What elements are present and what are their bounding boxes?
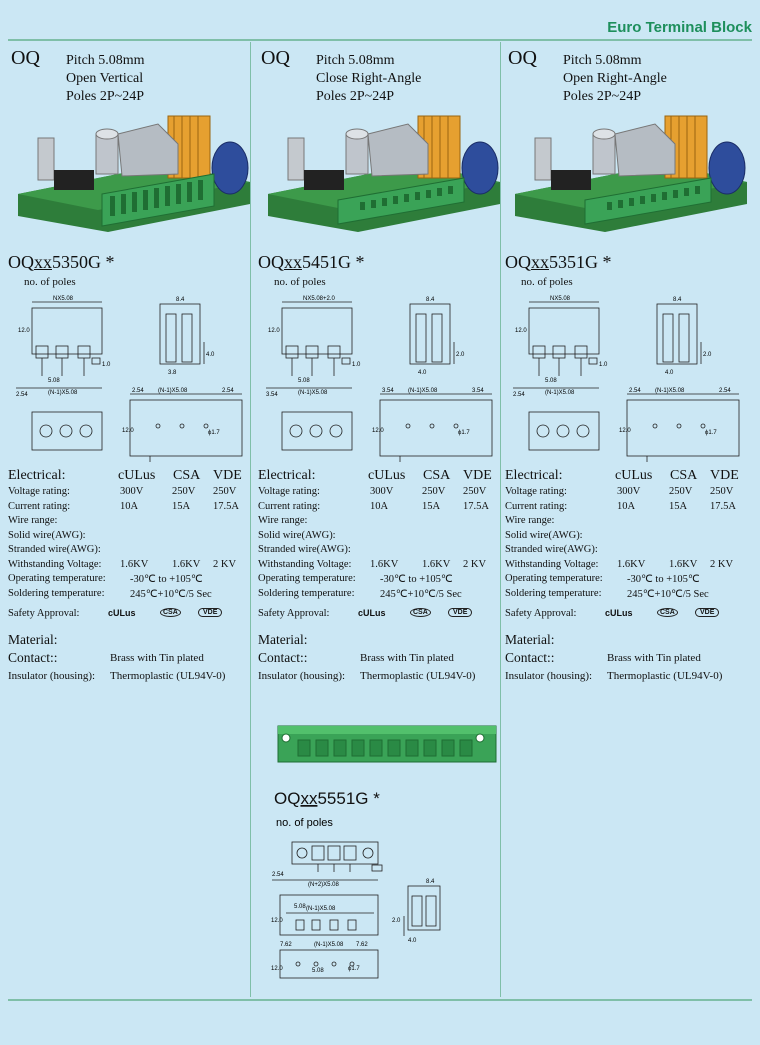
dim-side-w: 8.4 bbox=[673, 297, 682, 303]
dim-h: 12.0 bbox=[18, 328, 30, 334]
standard-label: cULus bbox=[118, 468, 156, 483]
dim-h2: 12.0 bbox=[271, 966, 283, 972]
spec-line: Open Vertical bbox=[66, 71, 144, 86]
standard-label: CSA bbox=[173, 468, 201, 483]
culus-mark-icon: cULus bbox=[605, 608, 633, 618]
spec-value: -30℃ to +105℃ bbox=[130, 574, 203, 585]
dim-total: (N-1)X5.08 bbox=[48, 390, 78, 396]
contact-label: Contact:: bbox=[8, 650, 58, 665]
vde-mark-icon: VDE bbox=[198, 608, 222, 617]
spec-label: Wire range: bbox=[505, 515, 555, 526]
spec-value: 17.5A bbox=[463, 500, 489, 512]
dim-bh: 12.0 bbox=[619, 428, 631, 434]
csa-mark-icon: CSA bbox=[657, 608, 678, 617]
material-heading: Material: bbox=[258, 632, 308, 647]
standard-label: VDE bbox=[463, 468, 492, 483]
electrical-row bbox=[8, 588, 248, 603]
dim-bottom: (N-1)X5.08 bbox=[655, 388, 685, 394]
brand-label: OQ bbox=[508, 47, 537, 69]
spec-value: 1.6KV bbox=[172, 558, 201, 570]
insulator-label: Insulator (housing): bbox=[505, 670, 593, 682]
dim-t762b: 7.62 bbox=[356, 942, 368, 948]
electrical-row bbox=[258, 486, 498, 501]
electrical-row bbox=[8, 544, 248, 559]
terminal-slot bbox=[424, 740, 436, 756]
electrical-row bbox=[258, 559, 498, 574]
spec-label: Solid wire(AWG): bbox=[258, 529, 336, 541]
dim-pitch: 5.08 bbox=[298, 378, 310, 384]
spec-label: Wire range: bbox=[8, 515, 58, 526]
spec-value: 10A bbox=[120, 500, 139, 512]
spec-value: 250V bbox=[172, 486, 196, 497]
dim-edge: 2.54 bbox=[272, 872, 284, 878]
electrical-row bbox=[8, 559, 248, 574]
dim-edge: 2.54 bbox=[16, 392, 28, 398]
spec-label: Stranded wire(AWG): bbox=[258, 544, 351, 555]
spec-value: 1.6KV bbox=[617, 558, 646, 570]
spec-line: Pitch 5.08mm bbox=[66, 53, 145, 68]
terminal-slot bbox=[352, 740, 364, 756]
safety-approval bbox=[505, 605, 745, 625]
electrical-row bbox=[258, 530, 498, 545]
spec-value: 15A bbox=[172, 500, 191, 512]
dim-hole: ϕ1.7 bbox=[705, 430, 717, 436]
dimension-drawing bbox=[258, 292, 503, 462]
spec-label: Soldering temperature: bbox=[505, 587, 602, 599]
standard-label: VDE bbox=[213, 468, 242, 483]
insulator-label: Insulator (housing): bbox=[8, 670, 96, 682]
extra-product bbox=[250, 700, 500, 1000]
dim-edge: 3.54 bbox=[266, 392, 278, 398]
spec-label: Operating temperature: bbox=[505, 573, 603, 584]
contact-value: Brass with Tin plated bbox=[110, 652, 204, 664]
spec-value: 245℃+10℃/5 Sec bbox=[380, 588, 462, 600]
dim-bedge-right: 3.54 bbox=[472, 388, 484, 394]
insulator-value: Thermoplastic (UL94V-0) bbox=[110, 670, 226, 682]
dim-top: NX5.08 bbox=[53, 296, 74, 302]
spec-label: Withstanding Voltage: bbox=[258, 558, 352, 570]
terminal-slot bbox=[406, 740, 418, 756]
dimension-drawing bbox=[8, 292, 253, 462]
spec-value: 2 KV bbox=[213, 558, 237, 570]
dim-bedge: 2.54 bbox=[629, 388, 641, 394]
poles-note: no. of poles bbox=[521, 276, 573, 288]
terminal-slot bbox=[298, 740, 310, 756]
electrical-row bbox=[258, 515, 498, 530]
culus-mark-icon: cULus bbox=[358, 608, 386, 618]
spec-block bbox=[316, 52, 421, 106]
dim-small: 1.0 bbox=[102, 362, 111, 368]
spec-value: 250V bbox=[463, 486, 487, 497]
product-photo bbox=[515, 104, 747, 232]
safety-approval bbox=[258, 605, 498, 625]
electrical-row bbox=[8, 501, 248, 516]
spec-value: 17.5A bbox=[213, 500, 239, 512]
spec-label: Voltage rating: bbox=[258, 486, 320, 497]
spec-label: Current rating: bbox=[258, 500, 321, 512]
dim-h: 12.0 bbox=[268, 328, 280, 334]
vde-mark-icon: VDE bbox=[695, 608, 719, 617]
spec-value: 15A bbox=[422, 500, 441, 512]
electrical-row bbox=[8, 515, 248, 530]
electrical-row bbox=[258, 573, 498, 588]
approval-label: Safety Approval: bbox=[8, 608, 80, 619]
spec-value: 250V bbox=[710, 486, 734, 497]
dim-hole: ϕ1.7 bbox=[208, 430, 220, 436]
dim-side-h: 2.0 bbox=[703, 352, 712, 358]
dim-bh: 12.0 bbox=[372, 428, 384, 434]
standard-label: cULus bbox=[615, 468, 653, 483]
dimension-drawing bbox=[505, 292, 750, 462]
standard-label: cULus bbox=[368, 468, 406, 483]
spec-value: 300V bbox=[120, 486, 144, 497]
material-heading: Material: bbox=[505, 632, 555, 647]
spec-value: 250V bbox=[213, 486, 237, 497]
part-number: OQxx5351G * bbox=[505, 252, 612, 272]
spec-label: Solid wire(AWG): bbox=[505, 529, 583, 541]
spec-label: Current rating: bbox=[8, 500, 71, 512]
standard-label: VDE bbox=[710, 468, 739, 483]
dim-top: NX5.08 bbox=[550, 296, 571, 302]
dim-side-h: 2.0 bbox=[456, 352, 465, 358]
spec-label: Stranded wire(AWG): bbox=[8, 544, 101, 555]
contact-label: Contact:: bbox=[505, 650, 555, 665]
spec-value: -30℃ to +105℃ bbox=[627, 574, 700, 585]
spec-value: 1.6KV bbox=[422, 558, 451, 570]
brand-label: OQ bbox=[11, 47, 40, 69]
dim-t762: 7.62 bbox=[280, 942, 292, 948]
spec-value: 10A bbox=[617, 500, 636, 512]
dim-s2: 2.0 bbox=[392, 918, 401, 924]
spec-label: Voltage rating: bbox=[505, 486, 567, 497]
approval-label: Safety Approval: bbox=[258, 608, 330, 619]
spec-value: 10A bbox=[370, 500, 389, 512]
spec-label: Soldering temperature: bbox=[8, 587, 105, 599]
spec-value: 245℃+10℃/5 Sec bbox=[627, 588, 709, 600]
dim-pin: 4.0 bbox=[418, 370, 427, 376]
electrical-heading: Electrical: bbox=[258, 468, 316, 483]
terminal-slot bbox=[442, 740, 454, 756]
terminal-strip-photo bbox=[278, 726, 496, 762]
dim-pin: 3.8 bbox=[168, 370, 177, 376]
part-number: OQxx5451G * bbox=[258, 252, 365, 272]
culus-mark-icon: cULus bbox=[108, 608, 136, 618]
electrical-row bbox=[258, 544, 498, 559]
dim-hole: ϕ1.7 bbox=[458, 430, 470, 436]
spec-block bbox=[563, 52, 667, 106]
product-photo bbox=[18, 104, 250, 232]
spec-label: Operating temperature: bbox=[258, 573, 356, 584]
spec-block bbox=[66, 52, 145, 106]
dim-inner: (N-1)X5.08 bbox=[306, 906, 336, 912]
terminal-slot bbox=[460, 740, 472, 756]
spec-value: 300V bbox=[617, 486, 641, 497]
dim-small: 1.0 bbox=[599, 362, 608, 368]
dim-bottom: (N-1)X5.08 bbox=[158, 388, 188, 394]
dim-pitch2: 5.08 bbox=[312, 968, 324, 974]
spec-label: Wire range: bbox=[258, 515, 308, 526]
terminal-slot bbox=[334, 740, 346, 756]
spec-label: Soldering temperature: bbox=[258, 587, 355, 599]
product-column bbox=[8, 42, 253, 997]
electrical-table bbox=[505, 486, 745, 602]
dim-s1: 4.0 bbox=[408, 938, 417, 944]
dim-total: (N+2)X5.08 bbox=[308, 882, 339, 888]
insulator-value: Thermoplastic (UL94V-0) bbox=[360, 670, 476, 682]
poles-note: no. of poles bbox=[24, 276, 76, 288]
spec-value: 2 KV bbox=[463, 558, 487, 570]
contact-value: Brass with Tin plated bbox=[360, 652, 454, 664]
spec-value: -30℃ to +105℃ bbox=[380, 574, 453, 585]
extra-poles-note: no. of poles bbox=[276, 817, 333, 829]
spec-value: 17.5A bbox=[710, 500, 736, 512]
spec-line: Pitch 5.08mm bbox=[316, 53, 395, 68]
header-strip-drawing bbox=[250, 700, 500, 1000]
dim-total: (N-1)X5.08 bbox=[298, 390, 328, 396]
spec-line: Pitch 5.08mm bbox=[563, 53, 642, 68]
insulator-label: Insulator (housing): bbox=[258, 670, 346, 682]
dim-top: NX5.08+2.0 bbox=[303, 296, 335, 302]
spec-line: Poles 2P~24P bbox=[66, 89, 144, 104]
spec-label: Operating temperature: bbox=[8, 573, 106, 584]
electrical-row bbox=[505, 573, 745, 588]
electrical-row bbox=[505, 559, 745, 574]
spec-value: 1.6KV bbox=[370, 558, 399, 570]
top-rule bbox=[8, 39, 752, 41]
dim-pitch: 5.08 bbox=[48, 378, 60, 384]
insulator-value: Thermoplastic (UL94V-0) bbox=[607, 670, 723, 682]
dim-h: 12.0 bbox=[515, 328, 527, 334]
product-photo bbox=[268, 104, 500, 232]
dim-pin: 4.0 bbox=[665, 370, 674, 376]
dim-small: 1.0 bbox=[352, 362, 361, 368]
electrical-row bbox=[8, 486, 248, 501]
electrical-table bbox=[8, 486, 248, 602]
terminal-slot bbox=[370, 740, 382, 756]
spec-value: 245℃+10℃/5 Sec bbox=[130, 588, 212, 600]
spec-line: Open Right-Angle bbox=[563, 71, 667, 86]
spec-value: 300V bbox=[370, 486, 394, 497]
dim-bedge-right: 2.54 bbox=[222, 388, 234, 394]
spec-value: 1.6KV bbox=[120, 558, 149, 570]
electrical-row bbox=[505, 501, 745, 516]
spec-value: 250V bbox=[422, 486, 446, 497]
dim-bedge: 2.54 bbox=[132, 388, 144, 394]
extra-part-number: OQxx5551G * bbox=[274, 789, 380, 808]
vde-mark-icon: VDE bbox=[448, 608, 472, 617]
dim-bottom: (N-1)X5.08 bbox=[408, 388, 438, 394]
dim-side-h: 4.0 bbox=[206, 352, 215, 358]
material-heading: Material: bbox=[8, 632, 58, 647]
contact-label: Contact:: bbox=[258, 650, 308, 665]
spec-label: Solid wire(AWG): bbox=[8, 529, 86, 541]
standard-label: CSA bbox=[670, 468, 698, 483]
terminal-slot bbox=[316, 740, 328, 756]
dim-hole: ϕ1.7 bbox=[348, 966, 360, 972]
dim-edge: 2.54 bbox=[513, 392, 525, 398]
dim-bedge-right: 2.54 bbox=[719, 388, 731, 394]
dim-pitch: 5.08 bbox=[545, 378, 557, 384]
spec-label: Withstanding Voltage: bbox=[8, 558, 102, 570]
electrical-heading: Electrical: bbox=[8, 468, 66, 483]
spec-label: Voltage rating: bbox=[8, 486, 70, 497]
electrical-row bbox=[505, 544, 745, 559]
spec-value: 250V bbox=[669, 486, 693, 497]
electrical-table bbox=[258, 486, 498, 602]
electrical-row bbox=[8, 530, 248, 545]
contact-value: Brass with Tin plated bbox=[607, 652, 701, 664]
dim-side-w: 8.4 bbox=[176, 297, 185, 303]
electrical-row bbox=[505, 515, 745, 530]
electrical-row bbox=[505, 588, 745, 603]
dim-bh: 12.0 bbox=[122, 428, 134, 434]
part-number: OQxx5350G * bbox=[8, 252, 115, 272]
dim-w: 8.4 bbox=[426, 879, 435, 885]
spec-line: Poles 2P~24P bbox=[316, 89, 394, 104]
spec-label: Current rating: bbox=[505, 500, 568, 512]
spec-value: 2 KV bbox=[710, 558, 734, 570]
csa-mark-icon: CSA bbox=[410, 608, 431, 617]
spec-line: Close Right-Angle bbox=[316, 71, 422, 86]
electrical-row bbox=[258, 501, 498, 516]
dim-h: 12.0 bbox=[271, 918, 283, 924]
dim-pitch: 5.08 bbox=[294, 904, 306, 910]
spec-line: Poles 2P~24P bbox=[563, 89, 641, 104]
csa-mark-icon: CSA bbox=[160, 608, 181, 617]
safety-approval bbox=[8, 605, 248, 625]
brand-label: OQ bbox=[261, 47, 290, 69]
electrical-row bbox=[505, 486, 745, 501]
electrical-row bbox=[258, 588, 498, 603]
approval-label: Safety Approval: bbox=[505, 608, 577, 619]
terminal-slot bbox=[388, 740, 400, 756]
electrical-row bbox=[8, 573, 248, 588]
product-column bbox=[505, 42, 750, 997]
dim-side-w: 8.4 bbox=[426, 297, 435, 303]
electrical-row bbox=[505, 530, 745, 545]
dim-total: (N-1)X5.08 bbox=[545, 390, 575, 396]
standard-label: CSA bbox=[423, 468, 451, 483]
header-title: Euro Terminal Block bbox=[607, 19, 752, 36]
spec-label: Stranded wire(AWG): bbox=[505, 544, 598, 555]
spec-value: 15A bbox=[669, 500, 688, 512]
poles-note: no. of poles bbox=[274, 276, 326, 288]
spec-value: 1.6KV bbox=[669, 558, 698, 570]
dim-bedge: 3.54 bbox=[382, 388, 394, 394]
electrical-heading: Electrical: bbox=[505, 468, 563, 483]
spec-label: Withstanding Voltage: bbox=[505, 558, 599, 570]
dim-inner2: (N-1)X5.08 bbox=[314, 942, 344, 948]
